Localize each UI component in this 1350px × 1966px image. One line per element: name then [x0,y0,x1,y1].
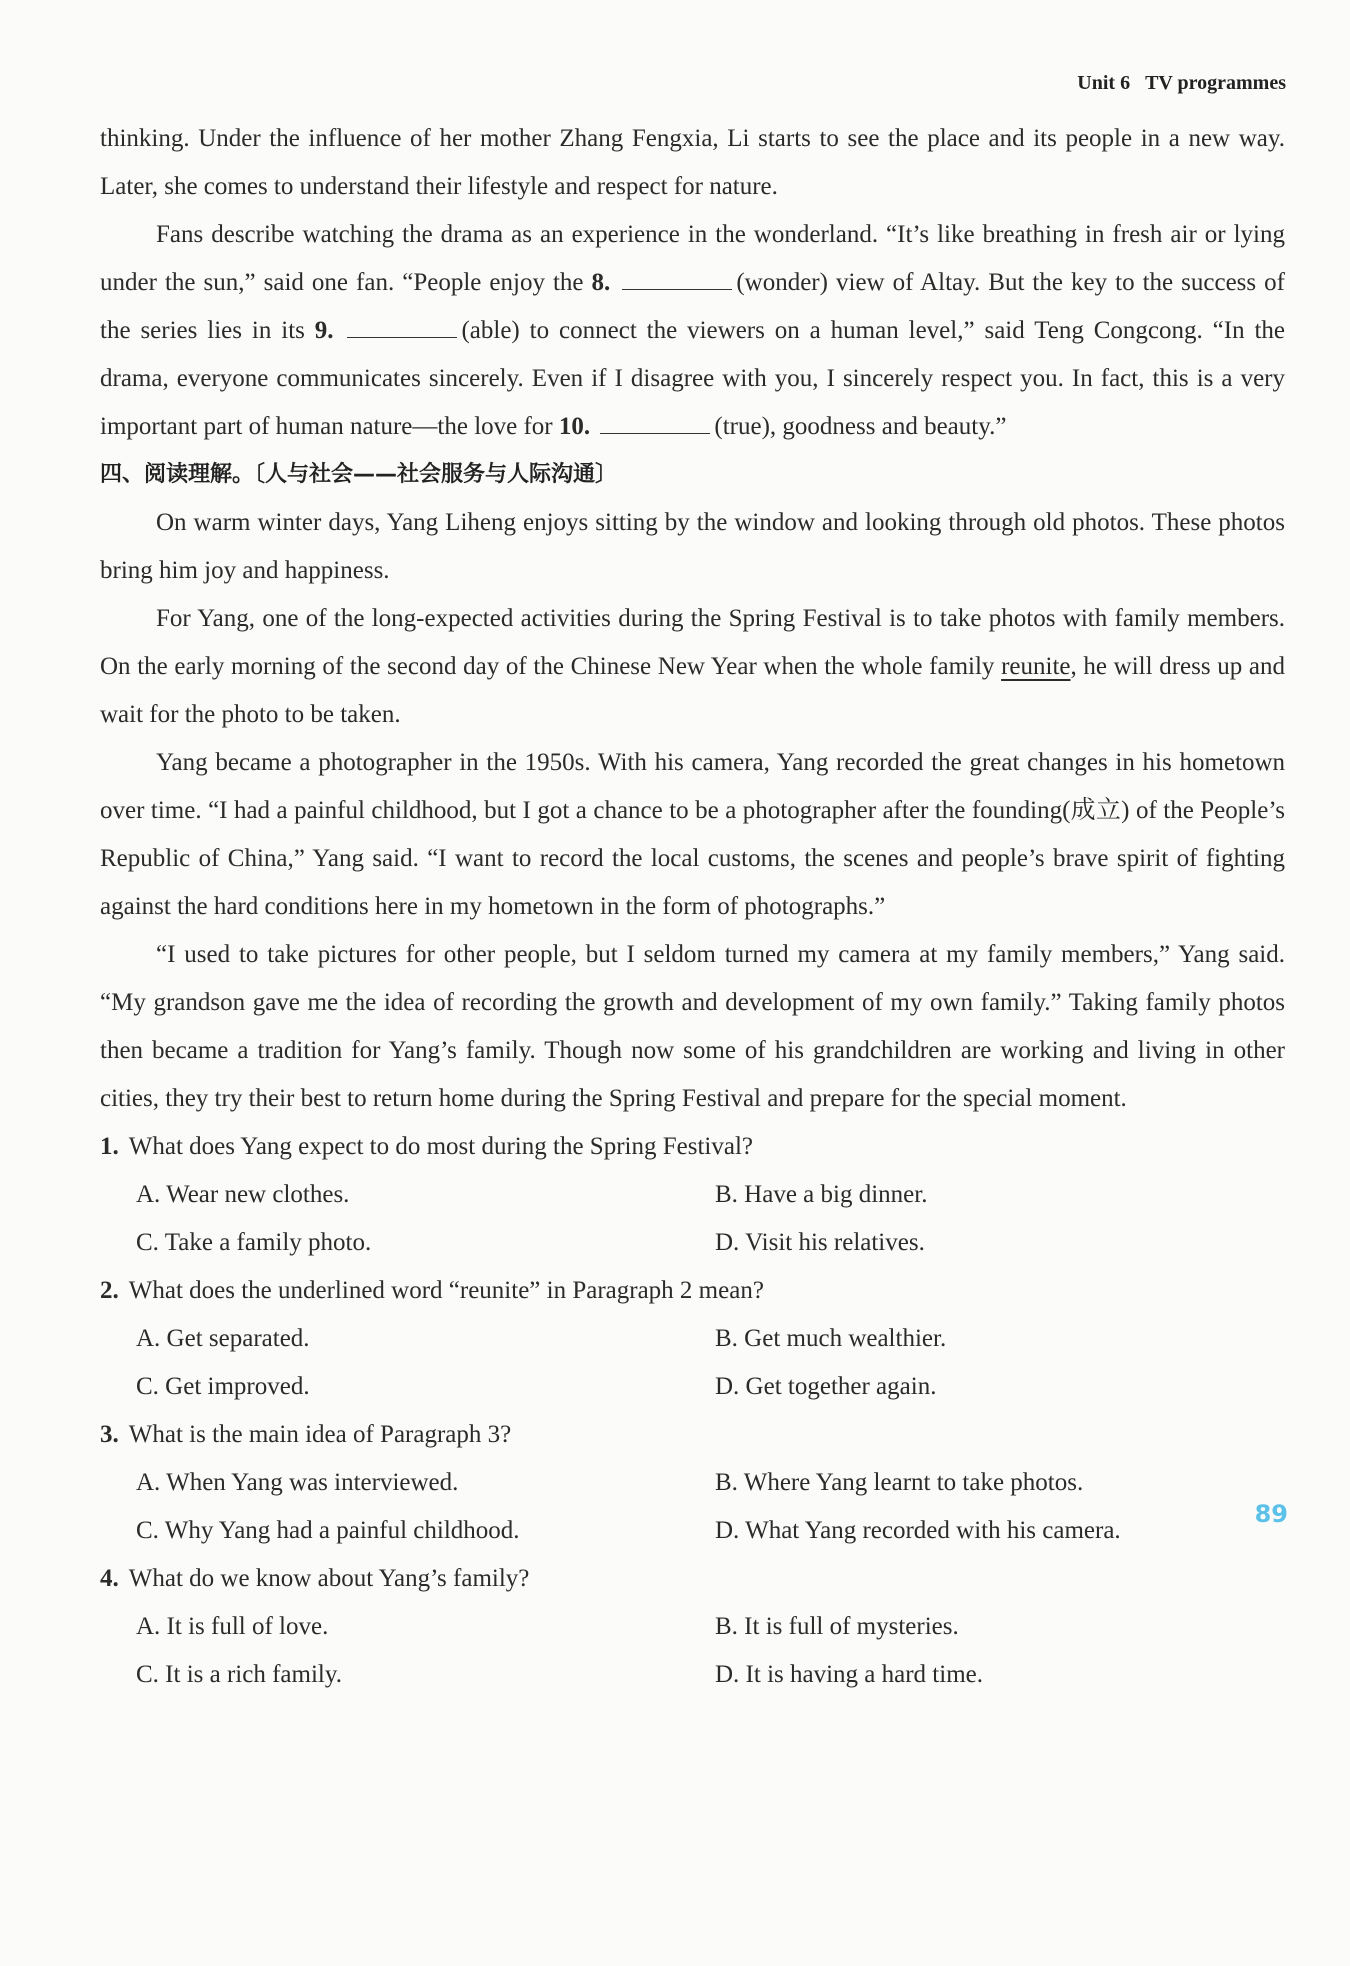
options [100,1459,1285,1555]
reading-paragraph: On warm winter days, Yang Liheng enjoys sitting by the window and looking through old photos. These photos bring him joy and happiness. [100,509,1285,584]
page-number: 89 [1254,1500,1288,1528]
question [100,1555,1285,1699]
option-b[interactable]: B. Where Yang learnt to take photos. [715,1469,1084,1496]
question [100,1267,1285,1411]
reading-paragraph: “I used to take pictures for other people, but I seldom turned my camera at my family members,” Yang said. “My grandson gave me the idea of recording the growth and development of my own family.” Taking family photos then became a tradition for Yang’s family. Though now some of his grandchildren are working and living in other cities, they try their best to return home during the Spring Festival and prepare for the special moment. [100,941,1285,1112]
running-header [1077,72,1286,95]
option-b[interactable]: B. Have a big dinner. [715,1181,928,1208]
blank-number: 8. [591,269,611,296]
options [100,1603,1285,1699]
question-number: 3. [100,1421,119,1448]
question [100,1411,1285,1555]
blank-hint: (able) [461,317,520,344]
question-number: 1. [100,1133,119,1160]
blank-hint: (wonder) [736,269,828,296]
question-number: 2. [100,1277,119,1304]
answer-blank[interactable] [622,267,732,290]
question-list [100,1123,1285,1699]
answer-blank[interactable] [347,315,457,338]
option-a[interactable]: A. It is full of love. [136,1613,329,1640]
question-text: What does Yang expect to do most during the Spring Festival? [128,1133,753,1160]
question-number: 4. [100,1565,119,1592]
blank-number: 9. [314,317,334,344]
question-text: What does the underlined word “reunite” in Paragraph 2 mean? [128,1277,764,1304]
option-a[interactable]: A. Get separated. [136,1325,310,1352]
option-b[interactable]: B. It is full of mysteries. [715,1613,959,1640]
options [100,1315,1285,1411]
option-c[interactable]: C. Why Yang had a painful childhood. [136,1517,520,1544]
options [100,1171,1285,1267]
option-a[interactable]: A. When Yang was interviewed. [136,1469,459,1496]
option-c[interactable]: C. It is a rich family. [136,1661,342,1688]
question [100,1123,1285,1267]
option-d[interactable]: D. What Yang recorded with his camera. [715,1517,1121,1544]
question-text: What do we know about Yang’s family? [128,1565,530,1592]
option-d[interactable]: D. Visit his relatives. [715,1229,925,1256]
option-d[interactable]: D. Get together again. [715,1373,937,1400]
answer-blank[interactable] [600,411,710,434]
reading-paragraph: For Yang, one of the long-expected activities during the Spring Festival is to take photos with family members. On the early morning of the second day of the Chinese New Year when the whole family reunite, he will dress up and wait for the photo to be taken. [100,605,1285,728]
passage-paragraph: thinking. Under the influence of her mother Zhang Fengxia, Li starts to see the place and its people in a new way. Later, she comes to understand their lifestyle and respect for nature. [100,125,1285,200]
section-title: 四、阅读理解。〔人与社会——社会服务与人际沟通〕 [100,462,618,487]
unit-label: Unit 6 [1077,72,1131,94]
reading-paragraph: Yang became a photographer in the 1950s. With his camera, Yang recorded the great changes in his hometown over time. “I had a painful childhood, but I got a chance to be a photographer after the founding(成立) of the People’s Republic of China,” Yang said. “I want to record the local customs, the scenes and people’s brave spirit of fighting against the hard conditions here in my hometown in the form of photographs.” [100,749,1285,920]
unit-title: TV programmes [1145,72,1286,94]
option-d[interactable]: D. It is having a hard time. [715,1661,983,1688]
underlined-word: reunite [1001,653,1071,680]
question-text: What is the main idea of Paragraph 3? [128,1421,512,1448]
blank-number: 10. [558,413,591,440]
blank-hint: (true) [714,413,770,440]
page-content [100,115,1285,1699]
passage-paragraph: Fans describe watching the drama as an experience in the wonderland. “It’s like breathing in fresh air or lying under the sun,” said one fan. “People enjoy the 8. (wonder) view of Altay. But the key to the success of the series lies in its 9. (able) to connect the viewers on a human level,” said Teng Congcong. “In the drama, everyone communicates sincerely. Even if I disagree with you, I sincerely respect you. In fact, this is a very important part of human nature—the love for 10. (true), goodness and beauty.” [100,221,1286,440]
option-c[interactable]: C. Take a family photo. [136,1229,372,1256]
option-a[interactable]: A. Wear new clothes. [136,1181,350,1208]
option-c[interactable]: C. Get improved. [136,1373,310,1400]
option-b[interactable]: B. Get much wealthier. [715,1325,947,1352]
